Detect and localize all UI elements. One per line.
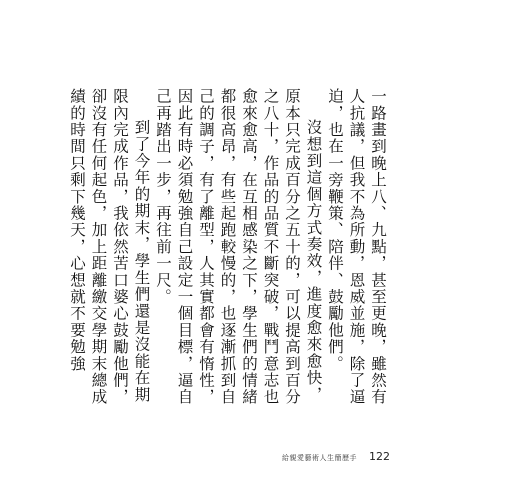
vertical-text-body — [68, 88, 388, 406]
paragraph-1: 一路畫到晚上八、九點，甚至更晚，雖然有人抗議，但我不為所動，恩威並施，除了逼迫，也在一旁鞭策、陪伴、鼓勵他們。 — [326, 88, 387, 406]
page-footer — [282, 450, 390, 463]
paragraph-3: 到了今年的期末，學生們還是沒能在期限內完成作品，我依然苦口婆心鼓勵他們，卻沒有任何起色，加上距離繳交學期末總成績的時間只剩下幾天，心想就不要勉強 — [68, 88, 151, 406]
running-title: 給親愛藝術人生簡歷手 — [282, 454, 357, 462]
paragraph-2: 沒想到這個方式奏效，進度愈來愈快，原本只完成百分之五十的，可以提高到百分之八十，作品的品質不斷突破，戰鬥意志也愈來愈高，在互相感染之下，學生們的情緒都很高昂，有些起跑較慢的，也逐漸抓到自己的調子，有了離型，人其實都會有惰性，因此有時必須勉強自己設定一個目標，逼自己再踏出一步，再往前一尺。 — [154, 88, 323, 406]
page-number: 122 — [369, 450, 390, 463]
